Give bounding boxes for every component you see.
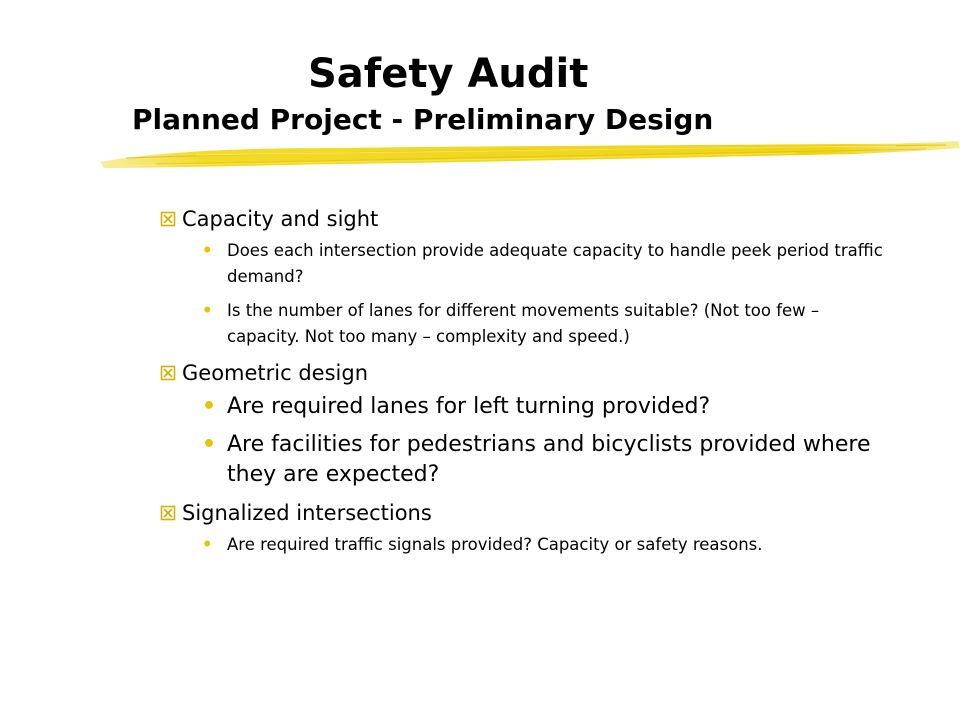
section-heading-text: Capacity and sight <box>182 207 379 231</box>
list-item <box>202 430 887 490</box>
bullet-icon: • <box>202 394 217 419</box>
slide-content <box>160 204 920 566</box>
section-heading <box>160 498 920 528</box>
brush-stroke-divider <box>96 138 960 178</box>
section-heading <box>160 204 920 234</box>
slide-subtitle: Planned Project - Preliminary Design <box>132 103 714 136</box>
bullet-icon: • <box>202 301 213 320</box>
list-item <box>202 298 887 350</box>
list-item-text: Are required lanes for left turning provided? <box>227 394 711 419</box>
checkbox-x-icon <box>160 211 176 227</box>
list-item <box>202 238 887 290</box>
bullet-icon: • <box>202 432 217 457</box>
bullet-icon: • <box>202 535 213 554</box>
section-heading <box>160 358 920 388</box>
list-item-text: Does each intersection provide adequate capacity to handle peek period traffic demand? <box>227 241 883 286</box>
slide-title: Safety Audit <box>308 51 589 97</box>
list-item <box>202 532 887 558</box>
list-item <box>202 392 887 422</box>
bullet-icon: • <box>202 241 213 260</box>
section-heading-text: Geometric design <box>182 361 369 385</box>
checkbox-x-icon <box>160 505 176 521</box>
list-item-text: Is the number of lanes for different movements suitable? (Not too few – capacity. Not too many – complexity and speed.) <box>227 301 820 346</box>
checkbox-x-icon <box>160 365 176 381</box>
list-item-text: Are facilities for pedestrians and bicyclists provided where they are expected? <box>227 432 871 487</box>
section-heading-text: Signalized intersections <box>182 501 432 525</box>
list-item-text: Are required traffic signals provided? Capacity or safety reasons. <box>227 535 763 554</box>
